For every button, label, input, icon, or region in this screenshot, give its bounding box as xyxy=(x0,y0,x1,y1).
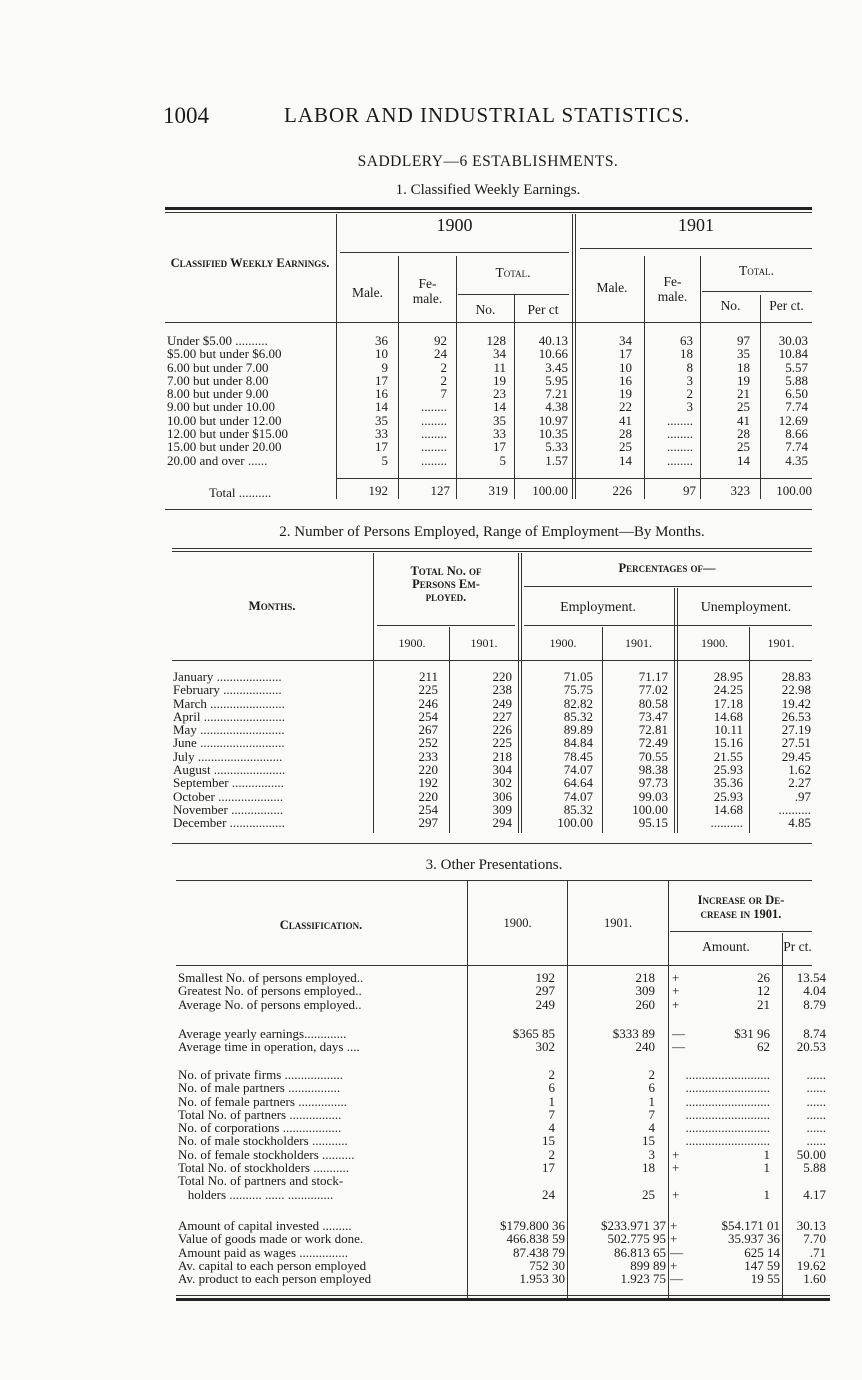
t3-g4-amount: $54.171 01 35.937 36 625 14 147 59 19 55 xyxy=(721,1218,780,1287)
t2-header-total-1900: 1900. xyxy=(398,636,426,650)
t2-header-percentages: Percentages of— xyxy=(618,561,716,575)
table1-title: 1. Classified Weekly Earnings. xyxy=(395,182,581,198)
t2-col-total-1900: 211 225 246 254 267 252 233 220 192 220 254 297 xyxy=(418,669,438,831)
t3-g4-1900: $179.800 36 466.838 59 87.438 79 752 30 1.953 30 xyxy=(500,1218,565,1287)
t3-g4-pct: 30.13 7.70 .71 19.62 1.60 xyxy=(796,1218,826,1287)
t3-g1-1900: 192 297 249 xyxy=(535,970,555,1012)
t2-header-unemployment: Unemployment. xyxy=(700,600,792,615)
t1-header-total-1900: Total. xyxy=(495,265,531,280)
page-number: 1004 xyxy=(163,103,209,128)
t3-g3-sign: + + + xyxy=(672,1146,680,1202)
t1-total-label: Total .......... xyxy=(209,485,272,500)
t1-col-pct-1900: 40.13 10.66 3.45 5.95 7.21 4.38 10.97 10.35 5.33 1.57 xyxy=(538,333,568,468)
t1-total-pct-1901: 100.00 xyxy=(776,483,812,498)
t3-g2-pct: 8.74 20.53 xyxy=(796,1026,826,1055)
t1-col-female-1901: 63 18 8 3 2 3 ........ ........ ........ ........ xyxy=(667,333,693,468)
t1-header-1900: 1900 xyxy=(436,215,473,235)
t2-col-total-1901: 220 238 249 227 226 225 218 304 302 306 309 294 xyxy=(492,669,512,831)
t1-header-female-1900: Fe- male. xyxy=(412,276,443,306)
t1-header-male-1900: Male. xyxy=(351,285,384,300)
t3-g4-1901: $233.971 37 502.775 95 86.813 65 899 89 1.923 75 xyxy=(601,1218,666,1287)
t1-total-male-1901: 226 xyxy=(612,483,632,498)
t2-col-unemp-1900: 28.95 24.25 17.18 14.68 10.11 15.16 21.55 25.93 35.36 25.93 14.68 .......... xyxy=(710,669,743,831)
t3-g2-1901: $333 89 240 xyxy=(612,1026,655,1055)
t2-header-total-1901: 1901. xyxy=(470,636,498,650)
t1-col-no-1900: 128 34 11 19 23 14 35 33 17 5 xyxy=(486,333,506,468)
t1-total-female-1901: 97 xyxy=(683,483,696,498)
t3-g2-labels: Average yearly earnings............. Average time in operation, days .... xyxy=(178,1026,360,1055)
t1-col-male-1901: 34 17 10 16 19 22 41 28 25 14 xyxy=(619,333,632,468)
t1-col-male-1900: 36 10 9 17 16 14 35 33 17 5 xyxy=(375,333,388,468)
t2-col-emp-1901: 71.17 77.02 80.58 73.47 72.81 72.49 70.55 98.38 97.73 99.03 100.00 95.15 xyxy=(632,669,668,831)
t2-header-unemp-1900: 1900. xyxy=(701,636,728,650)
t3-g1-labels: Smallest No. of persons employed.. Greatest No. of persons employed.. Average No. of persons employed.. xyxy=(178,970,364,1012)
t3-g1-amount: 26 12 21 xyxy=(757,970,770,1012)
t3-g1-1901: 218 309 260 xyxy=(635,970,655,1012)
running-title: LABOR AND INDUSTRIAL STATISTICS. xyxy=(284,103,691,127)
t1-header-classification: Classified Weekly Earnings. xyxy=(170,256,330,270)
t2-month-labels: January .................... February .................. March ....................... April ......................... May .......................... June .......................... July .......................... August ...................... September ................ October .................... November ................ December ................. xyxy=(173,669,286,831)
t3-g4-sign: + + — + — xyxy=(670,1218,683,1287)
t1-header-1901: 1901 xyxy=(678,215,714,235)
t1-header-total-1901: Total. xyxy=(739,263,774,278)
t2-col-unemp-1901: 28.83 22.98 19.42 26.53 27.19 27.51 29.45 1.62 2.27 .97 .......... 4.85 xyxy=(778,669,811,831)
t2-header-employment: Employment. xyxy=(560,600,636,615)
t3-g3-1900: 2 6 1 7 4 15 2 17 24 xyxy=(542,1067,555,1202)
t1-col-no-1901: 97 35 18 19 21 25 41 28 25 14 xyxy=(737,333,750,468)
t1-total-male-1900: 192 xyxy=(368,483,388,498)
t3-header-classification: Classification. xyxy=(279,918,363,932)
table3-title: 3. Other Presentations. xyxy=(425,857,563,873)
t3-header-amount: Amount. xyxy=(702,939,750,954)
t1-header-no-1900: No. xyxy=(475,302,496,317)
t2-header-emp-1900: 1900. xyxy=(549,636,577,650)
t2-header-emp-1901: 1901. xyxy=(625,636,652,650)
t3-g3-1901: 2 6 1 7 4 15 3 18 25 xyxy=(642,1067,655,1202)
t1-col-female-1900: 92 24 2 2 7 ........ ........ ........ ........ ........ xyxy=(421,333,447,468)
t3-header-increase: Increase or De- crease in 1901. xyxy=(697,893,785,921)
t1-header-pct-1900: Per ct xyxy=(527,302,559,317)
t1-header-female-1901: Fe- male. xyxy=(657,274,688,304)
document-title: SADDLERY—6 ESTABLISHMENTS. xyxy=(357,153,619,170)
t3-g4-labels: Amount of capital invested ......... Value of goods made or work done. Amount paid as wages ............... Av. capital to each person employed Av. product to each person employed xyxy=(178,1218,372,1287)
t3-g1-sign: + + + xyxy=(672,970,680,1012)
t3-g2-1900: $365 85 302 xyxy=(512,1026,555,1055)
t3-header-pct: Pr ct. xyxy=(783,939,812,954)
t3-g1-pct: 13.54 4.04 8.79 xyxy=(796,970,826,1012)
t1-row-labels: Under $5.00 .......... $5.00 but under $6.00 6.00 but under 7.00 7.00 but under 8.00 8.00 but under 9.00 9.00 but under 10.00 10.00 but under 12.00 12.00 but under $15.00 15.00 but under 20.00 20.00 and over ...... xyxy=(167,333,288,468)
t3-header-1900: 1900. xyxy=(503,916,532,930)
t1-header-no-1901: No. xyxy=(720,298,741,313)
t2-header-months: Months. xyxy=(248,598,296,613)
table2-title: 2. Number of Persons Employed, Range of Employment—By Months. xyxy=(279,524,705,540)
t3-g3-labels: No. of private firms .................. No. of male partners ................ No. of female partners ............... Total No. of partners ................ No. of corporations .................. No. of male stockholders ........... No. of female stockholders .......... Total No. of stockholders ........... Total No. of partners and stock- holders .......... ...... .............. xyxy=(178,1067,355,1202)
t3-g2-amount: $31 96 62 xyxy=(734,1026,770,1055)
t2-header-total-employed: Total No. of Persons Em- ployed. xyxy=(410,564,482,604)
t3-g2-sign: — — xyxy=(672,1026,685,1055)
t1-total-pct-1900: 100.00 xyxy=(532,483,568,498)
t1-total-no-1901: 323 xyxy=(730,483,750,498)
t2-header-unemp-1901: 1901. xyxy=(767,636,795,650)
t3-g3-pct: ...... ...... ...... ...... ...... ...... 50.00 5.88 4.17 xyxy=(796,1067,826,1202)
t1-header-male-1901: Male. xyxy=(596,280,628,295)
t1-total-no-1900: 319 xyxy=(488,483,508,498)
t3-g3-amount: .......................... .......................... .......................... .......................... .......................... .......................... 1 1 1 xyxy=(685,1067,770,1202)
t1-col-pct-1901: 30.03 10.84 5.57 5.88 6.50 7.74 12.69 8.66 7.74 4.35 xyxy=(778,333,808,468)
t3-header-1901: 1901. xyxy=(603,916,633,930)
t2-col-emp-1900: 71.05 75.75 82.82 85.32 89.89 84.84 78.45 74.07 64.64 74.07 85.32 100.00 xyxy=(557,669,593,831)
t1-total-female-1900: 127 xyxy=(430,483,450,498)
t1-header-pct-1901: Per ct. xyxy=(769,298,804,313)
